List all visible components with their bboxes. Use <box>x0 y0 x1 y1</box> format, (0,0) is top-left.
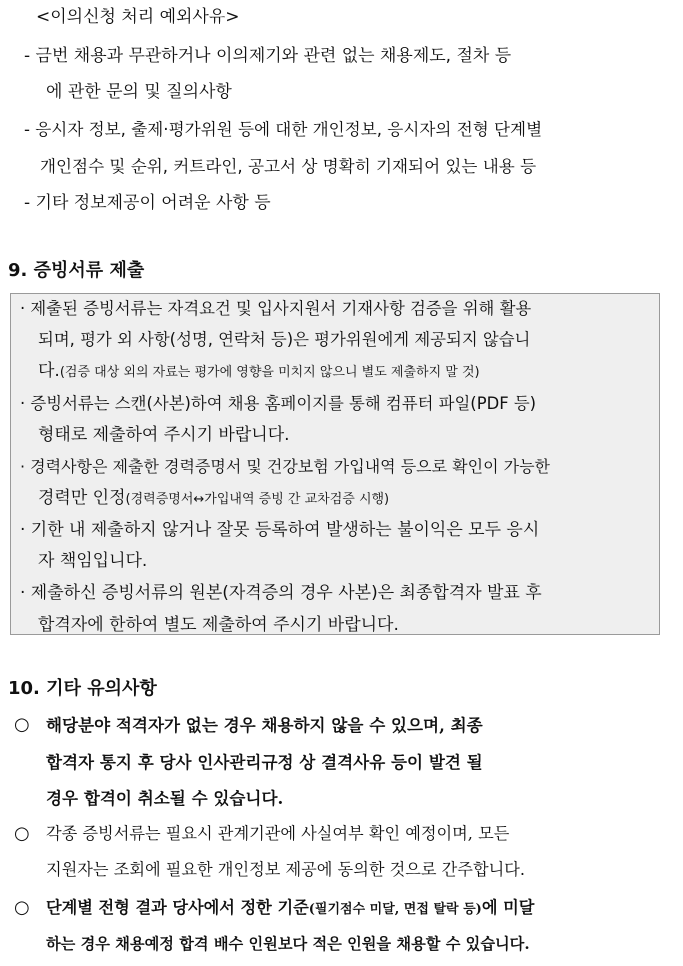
evidence-item-3-line2-main: 경력만 인정 <box>38 488 126 508</box>
evidence-item-1-line1: · 제출된 증빙서류는 자격요건 및 입사지원서 기재사항 검증을 위해 활용 <box>20 299 532 318</box>
notice-item-3-line2: 하는 경우 채용예정 합격 배수 인원보다 적은 인원을 채용할 수 있습니다. <box>46 935 530 953</box>
notice-item-3-line1-note: (필기점수 미달, 면접 탈락 등) <box>308 902 482 917</box>
exception-item-1-line1: - 금번 채용과 무관하거나 이의제기와 관련 없는 채용제도, 절차 등 <box>24 46 512 66</box>
notice-item-1-line3: 경우 합격이 취소될 수 있습니다. <box>46 788 284 808</box>
exceptions-header: <이의신청 처리 예외사유> <box>36 7 240 27</box>
section-10-title: 10. 기타 유의사항 <box>8 678 157 699</box>
exception-item-2-line1: - 응시자 정보, 출제·평가위원 등에 대한 개인정보, 응시자의 전형 단계별 <box>24 120 543 139</box>
notice-item-3-line1 <box>46 896 534 922</box>
exception-item-1-line2: 에 관한 문의 및 질의사항 <box>46 82 232 102</box>
section-9-title: 9. 증빙서류 제출 <box>8 260 145 281</box>
evidence-item-2-line2: 형태로 제출하여 주시기 바랍니다. <box>38 425 290 445</box>
evidence-item-5-line2: 합격자에 한하여 별도 제출하여 주시기 바랍니다. <box>38 615 399 635</box>
evidence-item-1-line2: 되며, 평가 외 사항(성명, 연락처 등)은 평가위원에게 제공되지 않습니 <box>38 330 531 349</box>
notice-item-2-line1: 각종 증빙서류는 필요시 관계기관에 사실여부 확인 예정이며, 모든 <box>46 824 510 843</box>
notice-item-2-line2: 지원자는 조회에 필요한 개인정보 제공에 동의한 것으로 간주합니다. <box>46 860 526 879</box>
evidence-item-3-line2-note: (경력증명서↔가입내역 증빙 간 교차검증 시행) <box>125 492 390 507</box>
evidence-item-1-line3-main: 다. <box>38 361 60 381</box>
evidence-item-3-line1: · 경력사항은 제출한 경력증명서 및 건강보험 가입내역 등으로 확인이 가능한 <box>20 457 550 476</box>
evidence-item-1-line3-note: (검증 대상 외의 자료는 평가에 영향을 미치지 않으니 별도 제출하지 말 것) <box>59 365 480 380</box>
evidence-item-5-line1: · 제출하신 증빙서류의 원본(자격증의 경우 사본)은 최종합격자 발표 후 <box>20 583 542 603</box>
evidence-item-3-line2 <box>38 486 389 512</box>
notice-item-1-line2: 합격자 통지 후 당사 인사관리규정 상 결격사유 등이 발견 될 <box>46 752 483 772</box>
circle-bullet-icon: ○ <box>14 897 30 918</box>
notice-item-3-line1-end: 에 미달 <box>481 898 535 917</box>
evidence-item-4-line2: 자 책임입니다. <box>38 551 148 571</box>
circle-bullet-icon: ○ <box>14 823 30 844</box>
notice-item-1-line1: 해당분야 적격자가 없는 경우 채용하지 않을 수 있으며, 최종 <box>46 715 483 735</box>
exception-item-2-line2: 개인점수 및 순위, 커트라인, 공고서 상 명확히 기재되어 있는 내용 등 <box>40 157 537 176</box>
notice-item-3-line1-main: 단계별 전형 결과 당사에서 정한 기준 <box>46 898 309 917</box>
circle-bullet-icon: ○ <box>14 714 30 735</box>
exception-item-3-line1: - 기타 정보제공이 어려운 사항 등 <box>24 193 271 213</box>
evidence-item-4-line1: · 기한 내 제출하지 않거나 잘못 등록하여 발생하는 불이익은 모두 응시 <box>20 520 540 540</box>
evidence-item-2-line1: · 증빙서류는 스캔(사본)하여 채용 홈페이지를 통해 컴퓨터 파일(PDF 등) <box>20 394 537 413</box>
evidence-item-1-line3 <box>38 359 480 385</box>
